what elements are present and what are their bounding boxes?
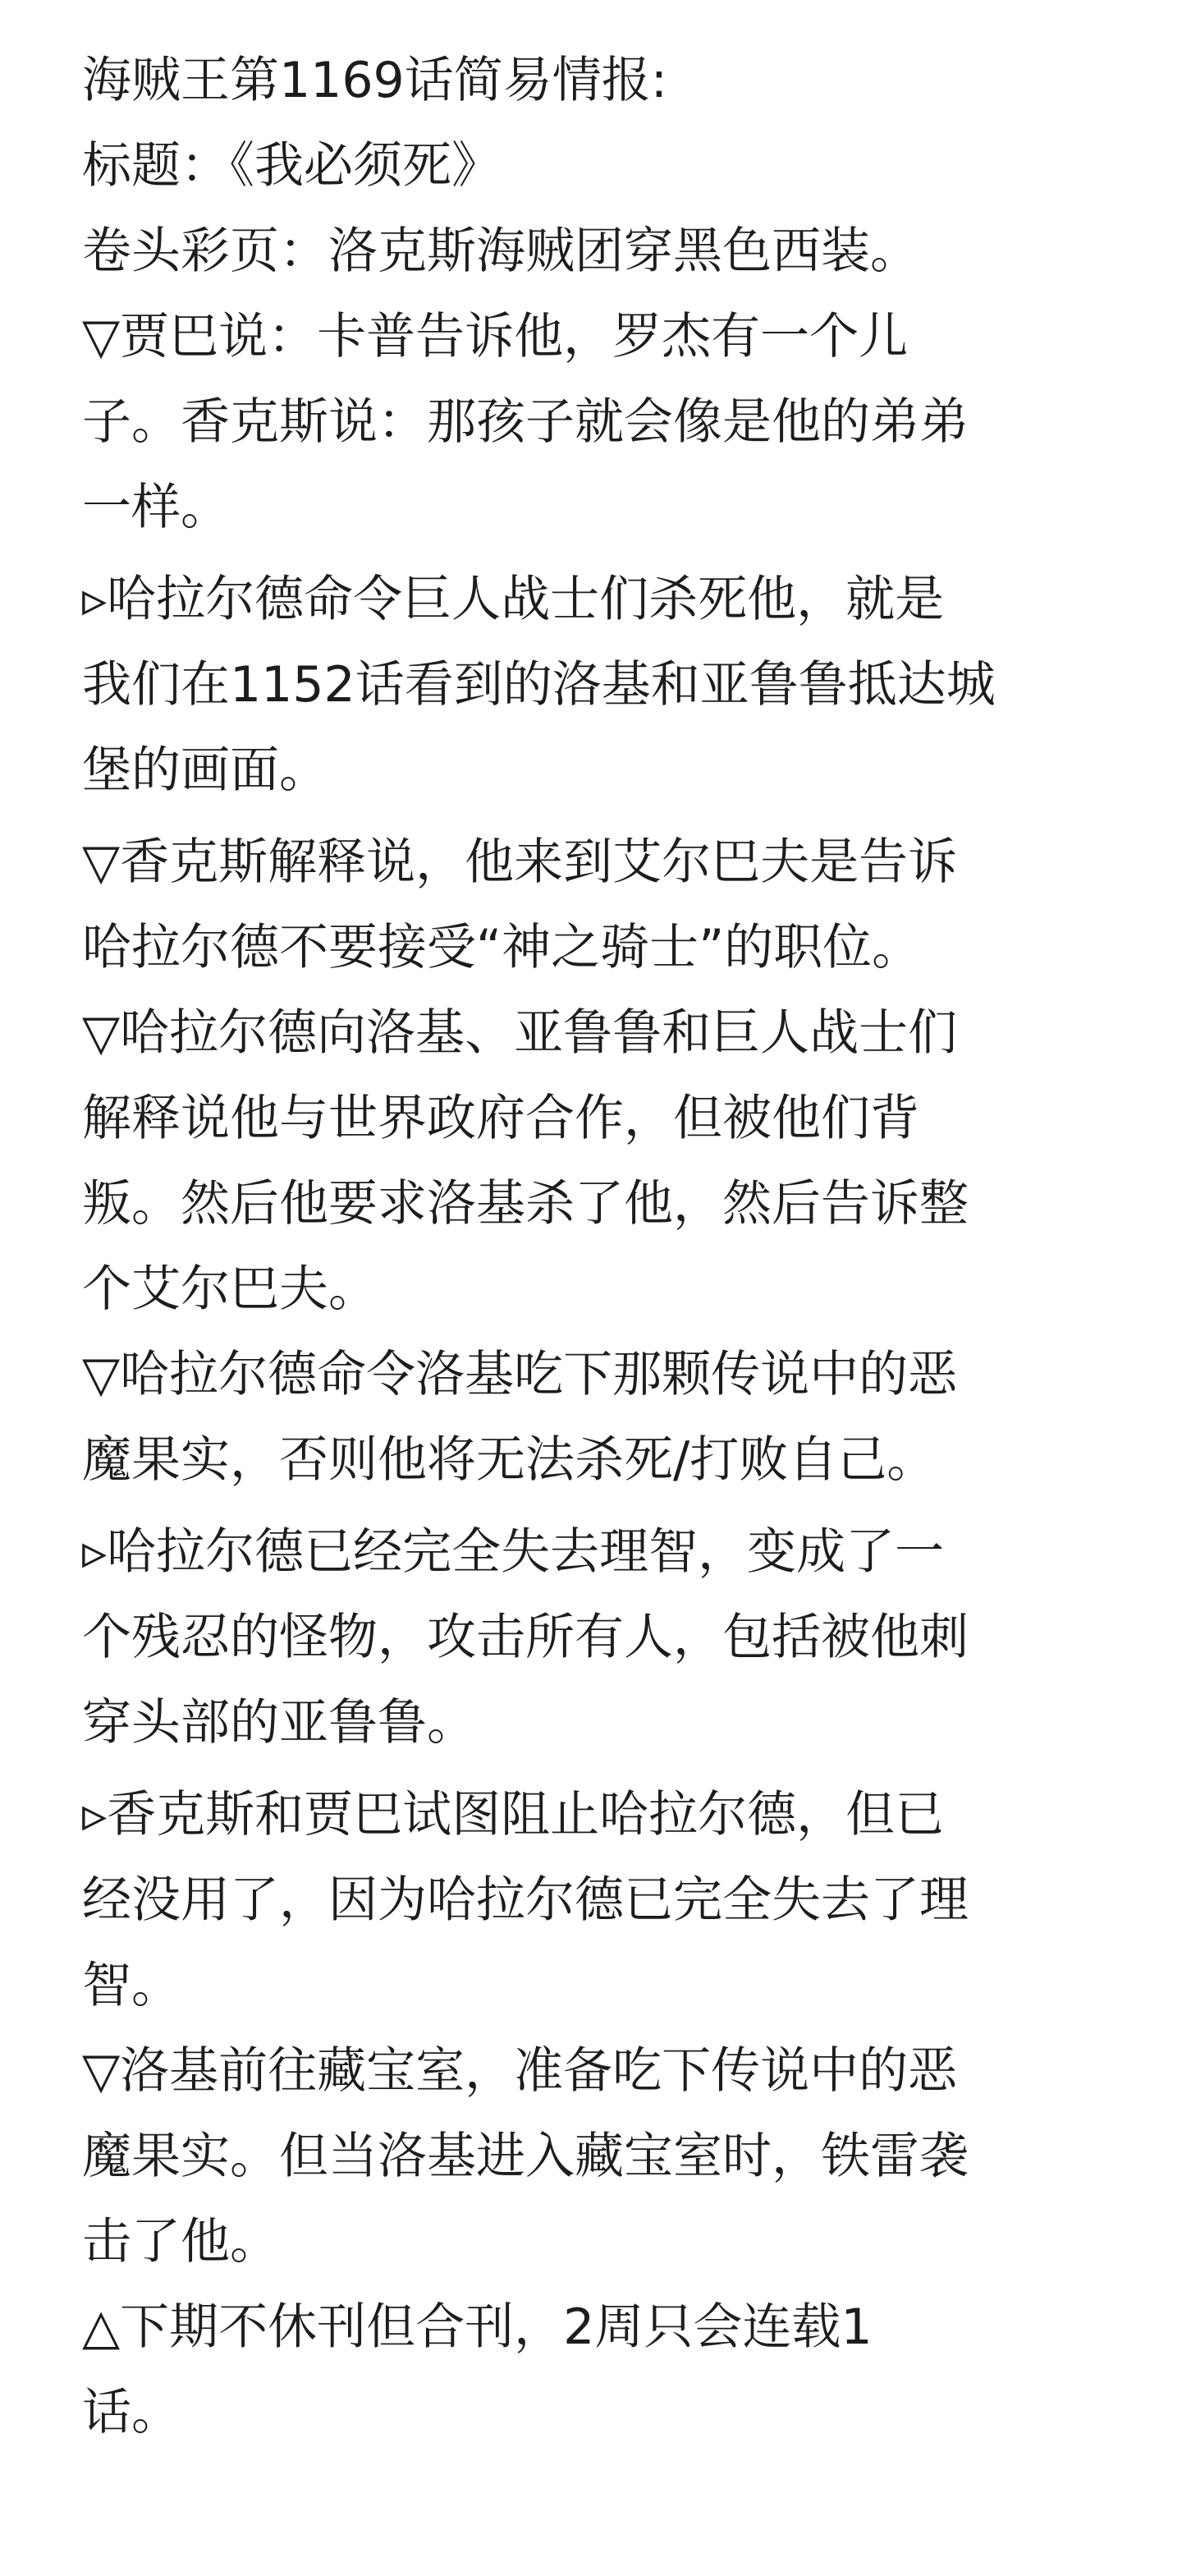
info-item [82, 2284, 1116, 2455]
info-line: 魔果实。但当洛基进入藏宝室时，铁雷袭 [82, 2128, 969, 2185]
info-line: 个残忍的怪物，攻击所有人，包括被他刺 [82, 1609, 969, 1666]
info-line: 我们在1152话看到的洛基和亚鲁鲁抵达城 [82, 656, 996, 714]
info-line: 个艾尔巴夫。 [82, 1260, 378, 1318]
info-line: ▽哈拉尔德命令洛基吃下那颗传说中的恶 [82, 1346, 958, 1403]
info-line: 叛。然后他要求洛基杀了他，然后告诉整 [82, 1175, 969, 1233]
info-line: 一样。 [82, 479, 230, 536]
info-line: 经没用了，因为哈拉尔德已完全失去了理 [82, 1871, 969, 1929]
info-line: 智。 [82, 1957, 181, 2014]
info-item [82, 294, 1116, 550]
info-line: 堡的画面。 [82, 742, 328, 799]
info-line: △下期不休刊但合刊，2周只会连载1 [82, 2298, 873, 2356]
info-item [82, 990, 1116, 1332]
info-line: ▽洛基前往藏宝室，准备吃下传说中的恶 [82, 2042, 958, 2100]
info-line: 穿头部的亚鲁鲁。 [82, 1694, 476, 1752]
info-line: 击了他。 [82, 2213, 279, 2271]
info-line: 解释说他与世界政府合作，但被他们背 [82, 1090, 919, 1147]
info-line: ▽香克斯解释说，他来到艾尔巴夫是告诉 [82, 833, 958, 891]
info-item [82, 1772, 1116, 2028]
info-line: 哈拉尔德不要接受“神之骑士”的职位。 [82, 919, 922, 976]
info-line: ▹哈拉尔德已经完全失去理智，变成了一 [82, 1523, 945, 1581]
info-item [82, 1509, 1116, 1766]
info-line: ▽贾巴说：卡普告诉他，罗杰有一个儿 [82, 308, 909, 365]
info-line: ▹哈拉尔德命令巨人战士们杀死他，就是 [82, 571, 945, 628]
info-item [82, 2028, 1116, 2284]
document-body [82, 38, 1116, 2455]
doc-title: 海贼王第1169话简易情报: [82, 52, 667, 109]
info-line: 魔果实，否则他将无法杀死/打败自己。 [82, 1431, 937, 1489]
info-line: ▽哈拉尔德向洛基、亚鲁鲁和巨人战士们 [82, 1004, 958, 1062]
cover-page-note: 卷头彩页：洛克斯海贼团穿黑色西装。 [82, 223, 919, 280]
info-line: 话。 [82, 2384, 181, 2441]
chapter-title: 标题：《我必须死》 [82, 137, 501, 195]
info-item [82, 1332, 1116, 1503]
info-item [82, 820, 1116, 990]
info-line: 子。香克斯说：那孩子就会像是他的弟弟 [82, 393, 969, 451]
info-line: ▹香克斯和贾巴试图阻止哈拉尔德，但已 [82, 1786, 945, 1844]
info-item [82, 557, 1116, 813]
